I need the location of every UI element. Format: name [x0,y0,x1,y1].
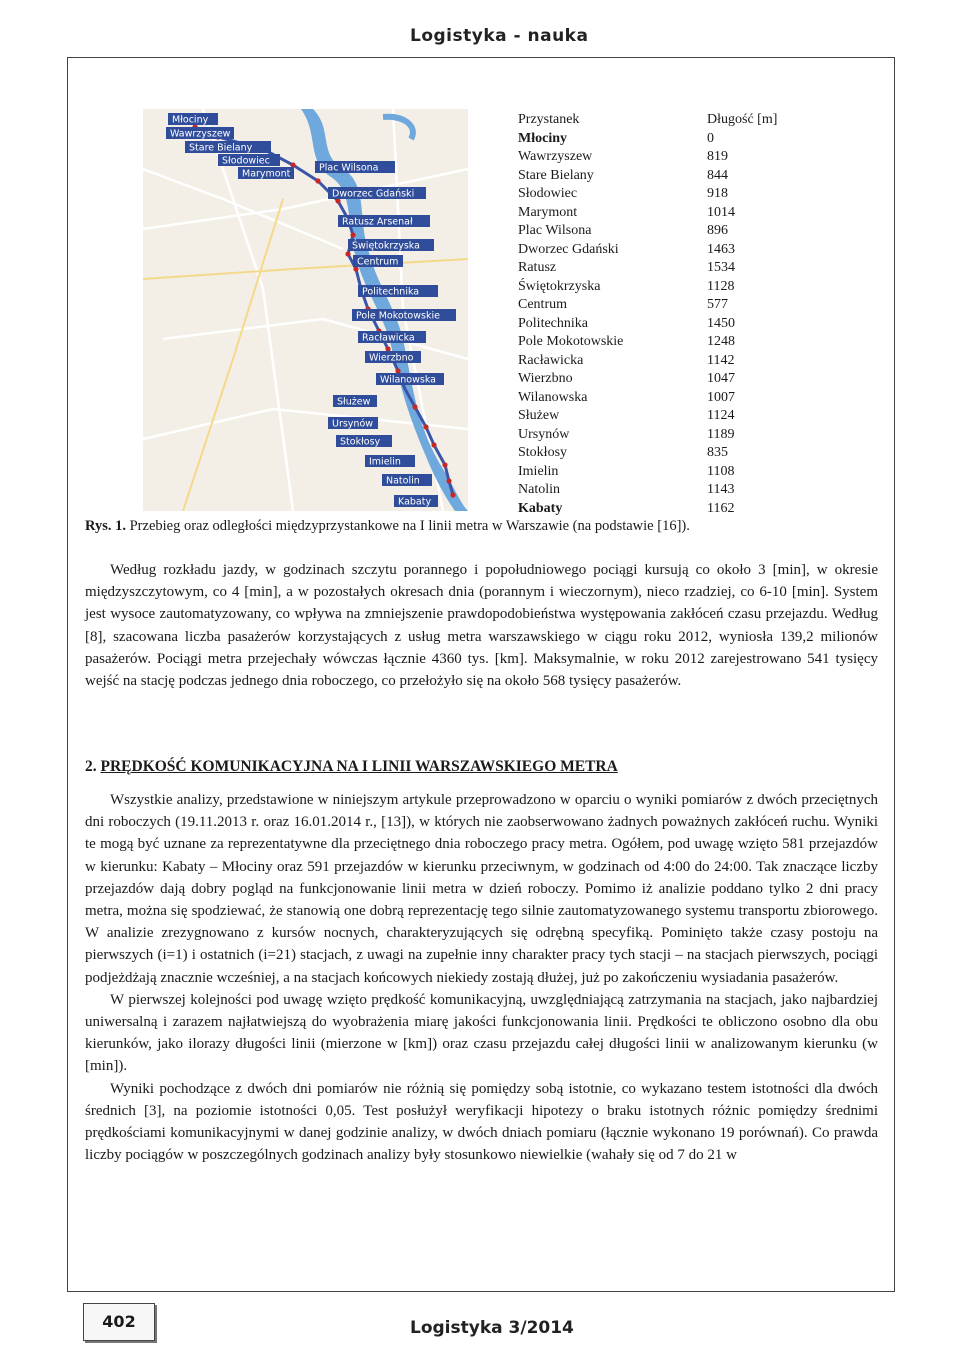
table-row [518,148,818,167]
table-row [518,481,818,500]
map-label-text: Ratusz Arsenał [342,216,413,228]
table-row [518,333,818,352]
table-row [518,204,818,223]
station-distance: 819 [707,149,728,164]
map-station-label [353,255,403,268]
column-header-station: Przystanek [518,112,580,127]
station-name: Pole Mokotowskie [518,334,624,349]
table-row [518,130,818,149]
map-label-text: Natolin [386,475,420,487]
map-label-text: Młociny [172,114,209,126]
station-dot [395,368,400,373]
station-distance: 1189 [707,426,735,442]
station-distance: 835 [707,445,728,460]
map-station-label [328,187,426,200]
station-name: Ratusz [518,260,557,275]
map-label-text: Centrum [357,256,399,268]
station-distance: 1143 [707,482,735,497]
table-row [518,407,818,426]
table-row [518,500,818,519]
station-name: Dworzec Gdański [518,241,619,257]
station-name: Wawrzyszew [518,149,593,164]
figure-caption [85,517,875,535]
section-title: PRĘDKOŚĆ KOMUNIKACYJNA NA I LINII WARSZAWSKIEGO METRA [100,758,618,775]
paragraph-1-block [85,559,878,692]
station-distance: 577 [707,297,728,312]
table-row [518,296,818,315]
column-header-distance: Długość [m] [707,112,778,127]
map-station-label [333,395,377,408]
metro-map [143,109,468,511]
table-row [518,352,818,371]
map-label-text: Dworzec Gdański [332,188,415,200]
table-header-row [518,111,818,130]
table-row [518,389,818,408]
map-station-label [348,239,434,252]
journal-footer: Logistyka 3/2014 [410,1318,574,1338]
map-station-label [365,455,415,468]
paragraph-3: W pierwszej kolejności pod uwagę wzięto prędkość komunikacyjną, uwzględniającą zatrzymania na stacjach, jako najbardziej uniwersalną i zarazem najłatwiejszą do wyobrażenia miarę jakości funkcjonowania linii. Prędkości te obliczono osobno dla obu kierunków, jako ilorazy długości linii (mierzone w [km]) oraz czasu przejazdu całej długości linii w analizowanym kierunku (w [min]). [85,991,878,1075]
station-name: Plac Wilsona [518,223,592,238]
map-label-text: Ursynów [332,418,374,430]
station-dot [423,424,428,429]
station-dot [350,232,355,237]
table-row [518,426,818,445]
paragraph-2: Wszystkie analizy, przedstawione w niniejszym artykule przeprowadzono w oparciu o wyniki pomiarów z dwóch przeciętnych dni roboczych (19.11.2013 r. oraz 16.01.2014 r., [13]), w których nie zaobserwowano żadnych poważnych zakłóceń ruchu. Wyniki te mogą być uznane za reprezentatywne dla przeciętnego dnia roboczego pracy metra. Ogółem, pod uwagę wzięto 581 przejazdów w kierunku: Kabaty – Młociny oraz 591 przejazdów w kierunku przeciwnym, w godzinach od 4:00 do 24:00. Tak znaczące liczby przejazdów dają dobry pogląd na funkcjonowanie linii metra w dzień roboczy. Pomimo iż analizie poddano tylko 2 dni pracy metra, można się spodziewać, że stanowią one dobrą reprezentację tego silnie zautomatyzowanego systemu transportu zbiorowego. W analizie zrezygnowano z kursów nocnych, charakteryzujących się odrębną specyfiką. Pominięto także czasy postoju na pierwszych (i=1) i ostatnich (i=21) stacjach, z uwagi na zupełnie inny charakter pracy tych stacji – na stacjach pierwszych, pociągi podjeżdżają znacznie wcześniej, a na stacjach końcowych niekiedy zostają dłużej, już po zakończeniu wysiadania pasażerów. [85,792,878,986]
station-name: Kabaty [518,500,563,516]
map-station-label [185,141,271,154]
map-label-text: Marymont [242,168,291,180]
station-name: Młociny [518,130,567,146]
station-distance: 896 [707,223,728,238]
map-station-label [358,331,426,344]
station-dot [431,442,436,447]
station-distance: 918 [707,186,728,201]
table-row [518,278,818,297]
station-name: Świętokrzyska [518,278,601,294]
station-name: Stare Bielany [518,167,594,183]
station-dot [290,162,295,167]
caption-text: Przebieg oraz odległości międzyprzystankowe na I linii metra w Warszawie (na podstawie [16]). [125,518,690,534]
section-2-body [85,789,878,1166]
map-station-label [365,351,421,364]
station-distance: 0 [707,130,714,146]
station-name: Natolin [518,482,560,497]
table-row [518,315,818,334]
map-label-text: Służew [337,396,371,408]
station-name: Stokłosy [518,445,568,460]
station-dot [315,178,320,183]
station-dot [442,462,447,467]
station-distance: 1534 [707,260,735,275]
section-heading [85,758,618,776]
station-distance: 1014 [707,204,735,220]
map-station-label [166,127,234,140]
station-name: Politechnika [518,315,588,331]
paragraph-4: Wyniki pochodzące z dwóch dni pomiarów nie różnią się pomiędzy sobą istotnie, co wykazano testem istotności dla dwóch średnich [3], na poziomie istotności 0,05. Test posłużył weryfikacji hipotezy o braku istotnych różnic pomiędzy średnimi prędkościami komunikacyjnymi w danej godzinie analizy, w dwóch dniach pomiaru (łącznie wykonano 19 porównań). Co prawda liczby pociągów w poszczególnych godzinach analizy były stosunkowo niewielkie (wahały się od 7 do 21 w [85,1080,878,1164]
station-distance: 1007 [707,389,735,405]
station-distance: 1108 [707,463,735,479]
station-distance: 1047 [707,371,735,386]
table-row [518,463,818,482]
map-label-text: Kabaty [398,496,432,508]
map-station-label [315,161,395,174]
table-row [518,259,818,278]
station-dot [450,492,455,497]
station-dot [385,346,390,351]
station-distance: 1463 [707,241,735,257]
map-station-label [218,154,280,167]
table-row [518,167,818,186]
map-station-label [382,474,432,487]
map-label-text: Imielin [369,456,401,468]
station-distance-table [518,111,818,518]
paragraph-1: Według rozkładu jazdy, w godzinach szczytu porannego i popołudniowego pociągi kursują co około 3 [min], w okresie międzyszczytowym, co 4 [min], a w pozostałych okresach dnia (porannym i wieczornym), nieco rzadziej, co 6-10 [min]. System jest wysoce zautomatyzowany, co wpływa na zmniejszenie prawdopodobieństwa występowania zakłóceń czasu przejazdu. Według [8], szacowana liczba pasażerów korzystających z usług metra warszawskiego w ciągu roku 2012, wyniosła 139,2 milionów pasażerów. Pociągi metra przejechały wówczas łącznie 4360 tys. [km]. Maksymalnie, w roku 2012 zarejestrowano 541 tysięcy wejść na stację podczas jednego dnia roboczego, co przełożyło się na około 568 tysięcy pasażerów. [85,562,878,690]
map-label-text: Pole Mokotowskie [356,310,440,322]
station-name: Centrum [518,297,567,312]
map-label-text: Politechnika [362,286,420,298]
map-station-label [238,167,294,180]
map-station-label [376,373,444,386]
station-distance: 1128 [707,278,735,294]
map-station-label [328,417,378,430]
caption-label: Rys. 1. [85,518,126,534]
map-station-label [168,113,218,126]
station-name: Wierzbno [518,371,573,386]
map-station-label [336,435,392,448]
station-distance: 1162 [707,500,735,516]
running-head: Logistyka - nauka [410,26,589,46]
map-label-text: Słodowiec [222,155,270,167]
map-label-text: Stokłosy [340,436,381,448]
station-name: Wilanowska [518,389,588,405]
station-distance: 1142 [707,352,735,368]
station-name: Słodowiec [518,186,578,201]
station-name: Imielin [518,463,559,479]
station-dot [412,404,417,409]
map-station-label [338,215,430,228]
map-station-label [358,285,438,298]
map-station-label [394,495,438,508]
station-dot [345,251,350,256]
station-distance: 1124 [707,408,735,423]
map-label-text: Stare Bielany [189,142,253,154]
map-label-text: Wawrzyszew [170,128,231,140]
station-name: Marymont [518,204,578,220]
map-label-text: Plac Wilsona [319,162,379,174]
station-distance: 844 [707,167,728,183]
table-row [518,222,818,241]
station-distance: 1248 [707,334,735,349]
map-label-text: Wierzbno [369,352,414,364]
section-number: 2. [85,758,97,775]
table-row [518,185,818,204]
map-label-text: Wilanowska [380,374,436,386]
table-row [518,444,818,463]
map-label-text: Racławicka [362,332,415,344]
station-name: Służew [518,408,560,423]
map-station-label [352,309,456,322]
map-label-text: Świętokrzyska [352,240,420,252]
station-name: Ursynów [518,426,570,442]
table-row [518,370,818,389]
station-dot [446,478,451,483]
station-name: Racławicka [518,352,584,368]
page-number: 402 [83,1303,155,1341]
table-row [518,241,818,260]
station-distance: 1450 [707,315,735,331]
